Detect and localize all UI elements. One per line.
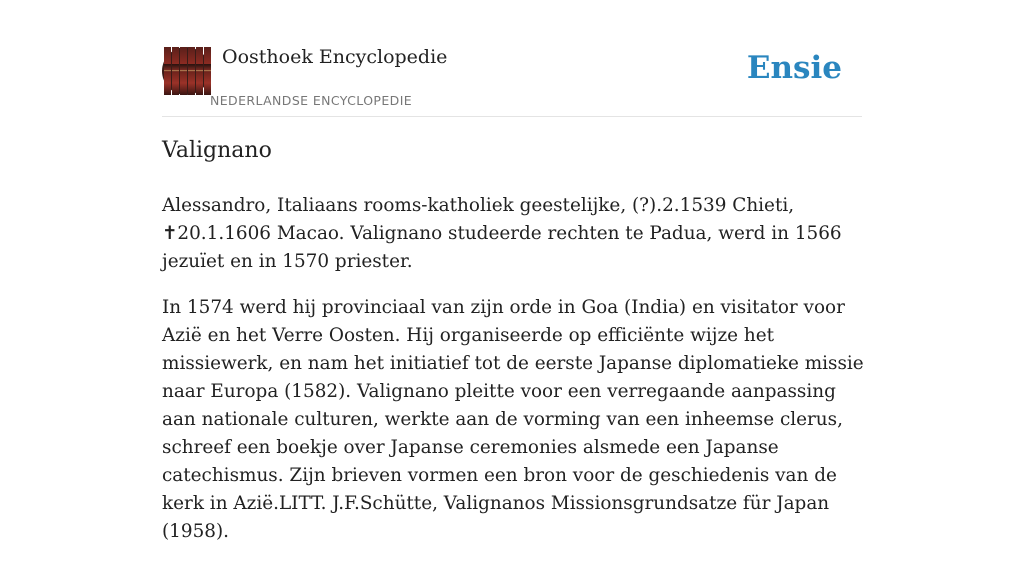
site-subtitle: NEDERLANDSE ENCYCLOPEDIE (210, 93, 413, 108)
article-body (162, 192, 874, 564)
article-paragraph: Alessandro, Italiaans rooms-katholiek geestelijke, (?).2.1539 Chieti, ✝20.1.1606 Macao. Valignano studeerde rechten te Padua, werd in 1566 jezuïet en in 1570 priester. (162, 195, 842, 272)
article-paragraph: In 1574 werd hij provinciaal van zijn orde in Goa (India) en visitator voor Azië en het Verre Oosten. Hij organiseerde op efficiënte wijze het missiewerk, en nam het initiatief tot de eerste Japanse diplomatieke missie naar Europa (1582). Valignano pleitte voor een verregaande aanpassing aan nationale culturen, werkte aan de vorming van een inheemse clerus, schreef een boekje over Japanse ceremonies alsmede een Japanse catechismus. Zijn brieven vormen een bron voor de geschiedenis van de kerk in Azië.LITT. J.F.Schütte, Valignanos Missionsgrundsatze für Japan (1958). (162, 297, 864, 542)
site-name-link[interactable]: Oosthoek Encyclopedie (222, 46, 448, 68)
article-title: Valignano (162, 138, 272, 163)
book-spines-avatar-icon[interactable] (162, 47, 210, 95)
ensie-logo-link[interactable]: Ensie (746, 50, 842, 86)
site-header (162, 46, 862, 117)
